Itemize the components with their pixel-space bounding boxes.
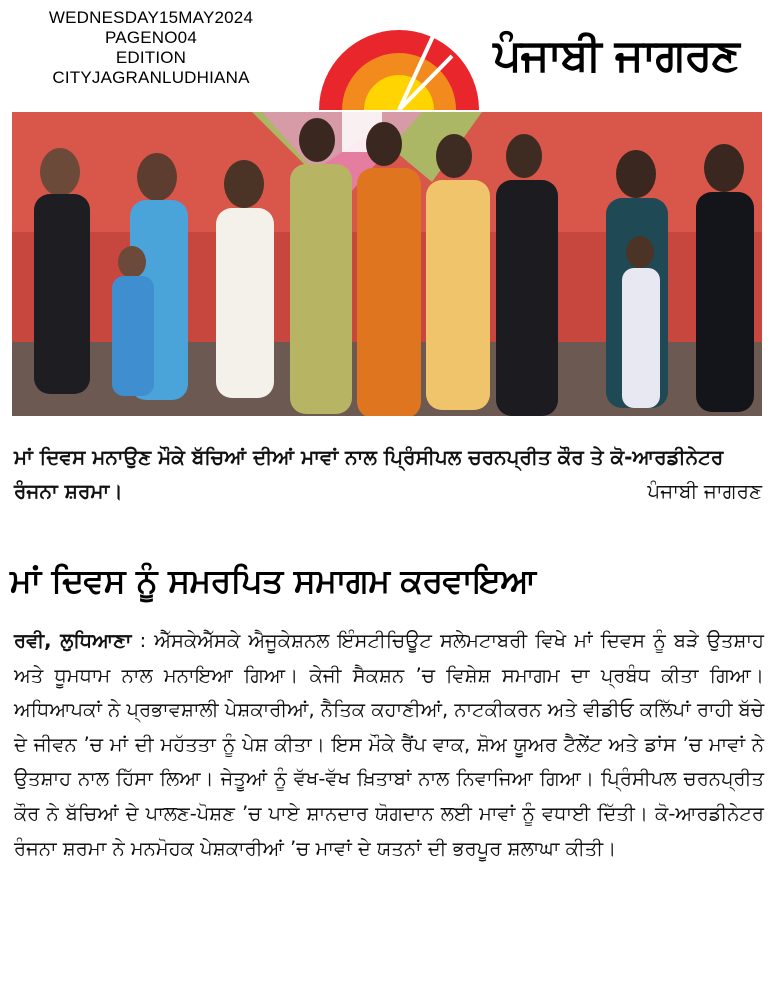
- article-dateline: ਰਵੀ, ਲੁਧਿਆਣਾ: [14, 629, 132, 652]
- article-text: : ਐੱਸਕੇਐੱਸਕੇ ਐਜੂਕੇਸ਼ਨਲ ਇੰਸਟੀਚਿਊਟ ਸਲੇਮਟਾਬਰੀ ਵਿਖੇ ਮਾਂ ਦਿਵਸ ਨੂੰ ਬੜੇ ਉਤਸ਼ਾਹ ਅਤੇ ਧੂਮਧਾਮ ਨਾਲ ਮਨਾਇਆ ਗਿਆ। ਕੇਜੀ ਸੈਕਸ਼ਨ ’ਚ ਵਿਸ਼ੇਸ਼ ਸਮਾਗਮ ਦਾ ਪ੍ਰਬੰਧ ਕੀਤਾ ਗਿਆ। ਅਧਿਆਪਕਾਂ ਨੇ ਪ੍ਰਭਾਵਸ਼ਾਲੀ ਪੇਸ਼ਕਾਰੀਆਂ, ਨੈਤਿਕ ਕਹਾਣੀਆਂ, ਨਾਟਕੀਕਰਨ ਅਤੇ ਵੀਡੀਓ ਕਲਿੱਪਾਂ ਰਾਹੀ ਬੱਚੇ ਦੇ ਜੀਵਨ ’ਚ ਮਾਂ ਦੀ ਮਹੱਤਤਾ ਨੂੰ ਪੇਸ਼ ਕੀਤਾ। ਇਸ ਮੌਕੇ ਰੈਂਪ ਵਾਕ, ਸ਼ੋਅ ਯੂਅਰ ਟੈਲੇਂਟ ਅਤੇ ਡਾਂਸ ’ਚ ਮਾਵਾਂ ਨੇ ਉਤਸ਼ਾਹ ਨਾਲ ਹਿੱਸਾ ਲਿਆ। ਜੇਤੂਆਂ ਨੂੰ ਵੱਖ-ਵੱਖ ਖ਼ਿਤਾਬਾਂ ਨਾਲ ਨਿਵਾਜਿਆ ਗਿਆ। ਪ੍ਰਿੰਸੀਪਲ ਚਰਨਪ੍ਰੀਤ ਕੌਰ ਨੇ ਬੱਚਿਆਂ ਦੇ ਪਾਲਣ-ਪੋਸ਼ਣ ’ਚ ਪਾਏ ਸ਼ਾਨਦਾਰ ਯੋਗਦਾਨ ਲਈ ਮਾਵਾਂ ਨੂੰ ਵਧਾਈ ਦਿੱਤੀ। ਕੋ-ਆਰਡੀਨੇਟਰ ਰੰਜਨਾ ਸ਼ਰਮਾ ਨੇ ਮਨਮੋਹਕ ਪੇਸ਼ਕਾਰੀਆਂ ’ਚ ਮਾਵਾਂ ਦੇ ਯਤਨਾਂ ਦੀ ਭਰਪੂਰ ਸ਼ਲਾਘਾ ਕੀਤੀ।: [14, 629, 764, 860]
- group-photo: [12, 112, 762, 416]
- edition-city: CITYJAGRANLUDHIANA: [52, 68, 250, 87]
- sun-logo-icon: [314, 10, 484, 110]
- masthead-title: ਪੰਜਾਬੀ ਜਾਗਰਣ: [493, 30, 739, 81]
- edition-info: [6, 8, 296, 88]
- photo-caption: [14, 440, 762, 508]
- edition-page: PAGENO04: [105, 28, 197, 47]
- edition-date: WEDNESDAY15MAY2024: [48, 8, 254, 27]
- article-headline: ਮਾਂ ਦਿਵਸ ਨੂੰ ਸਮਰਪਿਤ ਸਮਾਗਮ ਕਰਵਾਇਆ: [10, 561, 536, 600]
- article-body: [14, 624, 764, 866]
- caption-text: ਮਾਂ ਦਿਵਸ ਮਨਾਉਣ ਮੌਕੇ ਬੱਚਿਆਂ ਦੀਆਂ ਮਾਵਾਂ ਨਾਲ ਪ੍ਰਿੰਸੀਪਲ ਚਰਨਪ੍ਰੀਤ ਕੌਰ ਤੇ ਕੋ-ਆਰਡੀਨੇਟਰ ਰੰਜਨਾ ਸ਼ਰਮਾ।: [14, 445, 724, 503]
- photo-credit: ਪੰਜਾਬੀ ਜਾਗਰਣ: [647, 479, 762, 503]
- edition-label: EDITION: [115, 48, 187, 67]
